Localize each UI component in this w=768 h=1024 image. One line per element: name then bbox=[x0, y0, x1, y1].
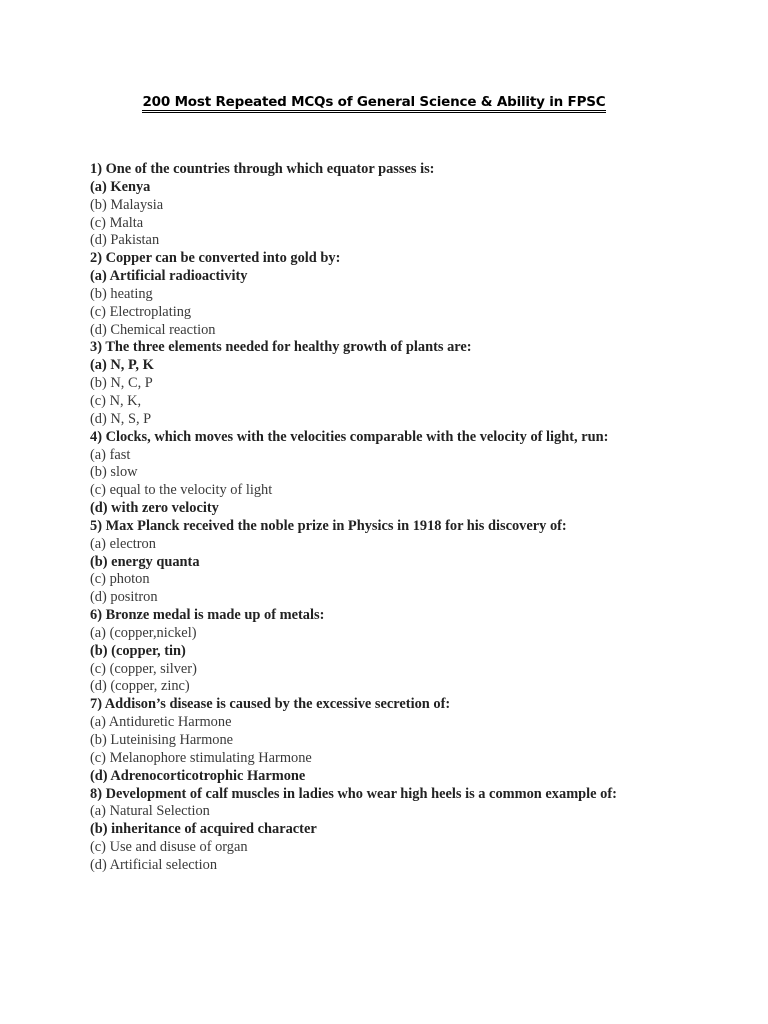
question-block bbox=[90, 607, 750, 696]
correct-answer-option: (a) Artificial radioactivity bbox=[90, 268, 248, 285]
question-block bbox=[90, 161, 750, 250]
answer-option: (c) photon bbox=[90, 571, 150, 588]
question-block bbox=[90, 696, 750, 785]
answer-option: (d) Pakistan bbox=[90, 232, 160, 249]
correct-answer-option: (d) Adrenocorticotrophic Harmone bbox=[90, 767, 306, 784]
answer-option: (c) N, K, bbox=[90, 392, 142, 409]
answer-option: (c) Electroplating bbox=[90, 303, 192, 320]
question-block bbox=[90, 339, 750, 428]
answer-option: (d) N, S, P bbox=[90, 410, 152, 427]
question-block bbox=[90, 786, 750, 875]
question-text: 7) Addison’s disease is caused by the excessive secretion of: bbox=[90, 696, 451, 713]
answer-option: (d) Chemical reaction bbox=[90, 321, 216, 338]
answer-option: (a) (copper,nickel) bbox=[90, 624, 197, 641]
answer-option: (d) positron bbox=[90, 589, 158, 606]
answer-option: (c) Use and disuse of organ bbox=[90, 839, 248, 856]
answer-option: (c) (copper, silver) bbox=[90, 660, 197, 677]
correct-answer-option: (b) energy quanta bbox=[90, 553, 200, 570]
correct-answer-option: (b) inheritance of acquired character bbox=[90, 821, 317, 838]
answer-option: (c) Melanophore stimulating Harmone bbox=[90, 749, 312, 766]
answer-option: (d) (copper, zinc) bbox=[90, 678, 190, 695]
answer-option: (b) heating bbox=[90, 285, 153, 302]
answer-option: (b) N, C, P bbox=[90, 375, 153, 392]
answer-option: (a) Antiduretic Harmone bbox=[90, 714, 232, 731]
mcq-list bbox=[90, 161, 750, 875]
answer-option: (a) fast bbox=[90, 446, 131, 463]
answer-option: (c) Malta bbox=[90, 214, 144, 231]
correct-answer-option: (a) Kenya bbox=[90, 178, 151, 195]
answer-option: (d) Artificial selection bbox=[90, 856, 218, 873]
answer-option: (b) slow bbox=[90, 464, 138, 481]
question-text: 4) Clocks, which moves with the velocities comparable with the velocity of light, run: bbox=[90, 428, 609, 445]
question-text: 3) The three elements needed for healthy growth of plants are: bbox=[90, 339, 472, 356]
correct-answer-option: (d) with zero velocity bbox=[90, 500, 219, 517]
question-text: 1) One of the countries through which equator passes is: bbox=[90, 161, 435, 177]
question-block bbox=[90, 429, 750, 518]
question-block bbox=[90, 250, 750, 339]
question-text: 6) Bronze medal is made up of metals: bbox=[90, 607, 325, 624]
answer-option: (a) electron bbox=[90, 535, 156, 552]
answer-option: (c) equal to the velocity of light bbox=[90, 482, 273, 499]
correct-answer-option: (b) (copper, tin) bbox=[90, 642, 186, 659]
question-block bbox=[90, 518, 750, 607]
correct-answer-option: (a) N, P, K bbox=[90, 357, 154, 374]
answer-option: (a) Natural Selection bbox=[90, 803, 210, 820]
question-text: 8) Development of calf muscles in ladies who wear high heels is a common example of: bbox=[90, 785, 617, 802]
answer-option: (b) Luteinising Harmone bbox=[90, 732, 234, 748]
answer-option: (b) Malaysia bbox=[90, 196, 164, 213]
question-text: 5) Max Planck received the noble prize in Physics in 1918 for his discovery of: bbox=[90, 517, 567, 534]
document-title: 200 Most Repeated MCQs of General Science & Ability in FPSC bbox=[142, 94, 605, 113]
document-title-container bbox=[0, 94, 748, 110]
question-text: 2) Copper can be converted into gold by: bbox=[90, 250, 341, 267]
